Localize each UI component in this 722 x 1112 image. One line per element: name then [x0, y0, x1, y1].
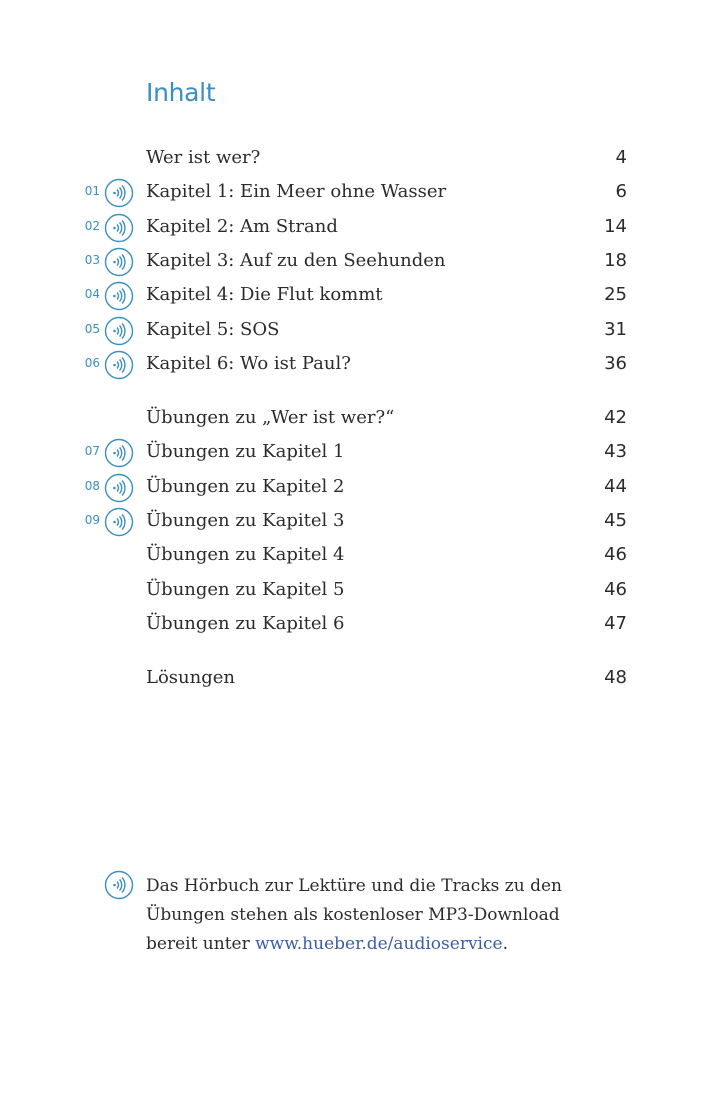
- note-text-after: .: [502, 934, 508, 954]
- toc-entry-title: Übungen zu Kapitel 3: [146, 510, 345, 531]
- toc-entry-page: 25: [604, 284, 627, 305]
- toc-entry-title: Übungen zu Kapitel 2: [146, 476, 345, 497]
- audio-icon[interactable]: [104, 507, 134, 537]
- toc-entry[interactable]: [0, 402, 722, 436]
- page-title: Inhalt: [146, 78, 216, 107]
- toc-entry[interactable]: [0, 348, 722, 382]
- toc-entry-page: 45: [604, 510, 627, 531]
- track-number: 06: [84, 356, 100, 370]
- track-number: 03: [84, 253, 100, 267]
- toc-entry-title: Kapitel 2: Am Strand: [146, 216, 338, 237]
- toc-entry-title: Übungen zu Kapitel 1: [146, 441, 345, 462]
- toc-entry-title: Kapitel 1: Ein Meer ohne Wasser: [146, 181, 447, 202]
- toc-entry[interactable]: [0, 505, 722, 539]
- audio-icon[interactable]: [104, 178, 134, 208]
- toc-entry[interactable]: [0, 471, 722, 505]
- toc-entry-title: Kapitel 4: Die Flut kommt: [146, 284, 383, 305]
- toc-entry-title: Übungen zu Kapitel 5: [146, 579, 345, 600]
- toc-entry-title: Kapitel 6: Wo ist Paul?: [146, 353, 351, 374]
- toc-entry-page: 46: [604, 544, 627, 565]
- toc-entry-title: Kapitel 3: Auf zu den Seehunden: [146, 250, 446, 271]
- toc-entry[interactable]: [0, 539, 722, 573]
- track-number: 05: [84, 322, 100, 336]
- toc-entry[interactable]: [0, 279, 722, 313]
- toc-entry-title: Kapitel 5: SOS: [146, 319, 280, 340]
- toc-entry-page: 18: [604, 250, 627, 271]
- note-text-before: Das Hörbuch zur Lektüre und die Tracks zu den Übungen stehen als kostenloser MP3-Download bereit unter: [146, 876, 562, 954]
- track-number: 02: [84, 219, 100, 233]
- toc-entry-title: Übungen zu Kapitel 4: [146, 544, 345, 565]
- audioservice-link[interactable]: www.hueber.de/audioservice: [255, 934, 503, 954]
- toc-entry-page: 46: [604, 579, 627, 600]
- toc-entry-page: 42: [604, 407, 627, 428]
- toc-entry-page: 14: [604, 216, 627, 237]
- toc-entry-title: Übungen zu „Wer ist wer?“: [146, 407, 395, 428]
- audio-icon[interactable]: [104, 350, 134, 380]
- toc-entry[interactable]: [0, 662, 722, 696]
- audio-icon[interactable]: [104, 473, 134, 503]
- toc-entry-page: 6: [615, 181, 627, 202]
- toc-entry[interactable]: [0, 142, 722, 176]
- toc-entry-page: 36: [604, 353, 627, 374]
- track-number: 07: [84, 444, 100, 458]
- toc-entry-page: 43: [604, 441, 627, 462]
- audio-icon[interactable]: [104, 316, 134, 346]
- track-number: 04: [84, 287, 100, 301]
- audio-icon[interactable]: [104, 213, 134, 243]
- audio-icon: [104, 870, 134, 900]
- toc-entry[interactable]: [0, 245, 722, 279]
- toc-entry-title: Übungen zu Kapitel 6: [146, 613, 345, 634]
- audio-icon[interactable]: [104, 438, 134, 468]
- track-number: 09: [84, 513, 100, 527]
- note-text: [146, 872, 596, 959]
- toc-entry[interactable]: [0, 436, 722, 470]
- toc-entry[interactable]: [0, 314, 722, 348]
- toc-entry-title: Lösungen: [146, 667, 235, 688]
- track-number: 01: [84, 184, 100, 198]
- audio-icon[interactable]: [104, 281, 134, 311]
- toc-entry-page: 48: [604, 667, 627, 688]
- audio-icon[interactable]: [104, 247, 134, 277]
- toc-entry-page: 31: [604, 319, 627, 340]
- toc-entry[interactable]: [0, 211, 722, 245]
- toc-entry[interactable]: [0, 574, 722, 608]
- track-number: 08: [84, 479, 100, 493]
- toc-entry-title: Wer ist wer?: [146, 147, 261, 168]
- toc-entry-page: 4: [615, 147, 627, 168]
- toc-entry[interactable]: [0, 608, 722, 642]
- toc-entry-page: 44: [604, 476, 627, 497]
- toc-entry-page: 47: [604, 613, 627, 634]
- toc-entry[interactable]: [0, 176, 722, 210]
